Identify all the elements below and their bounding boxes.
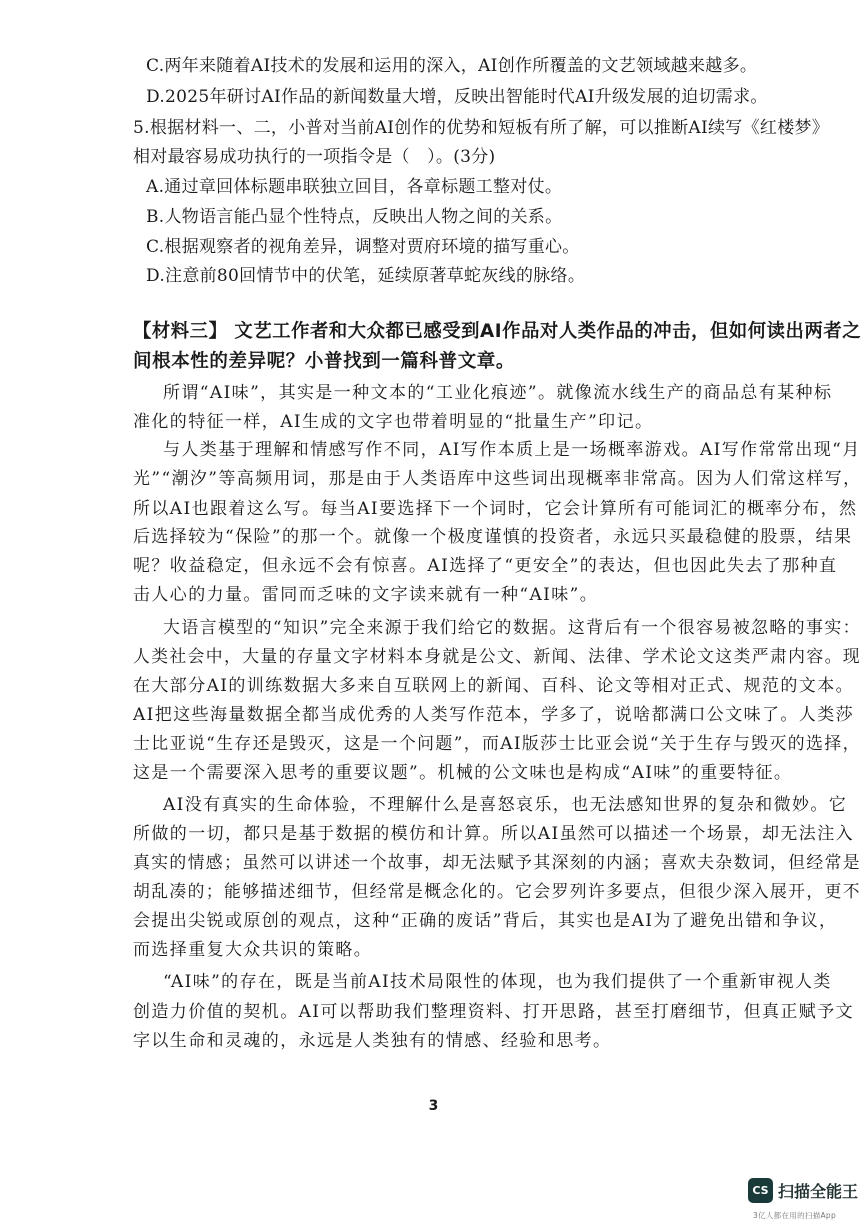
- scanner-watermark: [748, 1176, 866, 1228]
- material-3-heading-line1: 【材料三】 文艺工作者和大众都已感受到AI作品对人类作品的冲击，但如何读出两者之: [133, 321, 862, 342]
- page-number: 3: [428, 1098, 439, 1114]
- scanner-app-slogan: 3亿人都在用的扫描App: [753, 1211, 837, 1220]
- paragraph-line: 人类社会中，大量的存量文字材料本身就是公文、新闻、法律、学术论文这类严肃内容。现: [133, 647, 861, 667]
- scanner-app-name: 扫描全能王: [778, 1182, 859, 1201]
- material-3-heading-line2: 间根本性的差异呢？小普找到一篇科普文章。: [133, 351, 516, 372]
- paragraph-line: 这是一个需要深入思考的重要议题”。机械的公文味也是构成“AI味”的重要特征。: [133, 763, 793, 783]
- paragraph-line: 字以生命和灵魂的，永远是人类独有的情感、经验和思考。: [133, 1031, 612, 1051]
- paragraph-line: 所谓“AI味”，其实是一种文本的“工业化痕迹”。就像流水线生产的商品总有某种标: [163, 383, 833, 403]
- paragraph-line: 胡乱凑的；能够描述细节，但经常是概念化的。它会罗列许多要点，但很少深入展开，更不: [133, 882, 861, 902]
- question-5-stem-line2: 相对最容易成功执行的一项指令是（ ）。(3分): [133, 147, 496, 167]
- paragraph-line: 准化的特征一样，AI生成的文字也带着明显的“批量生产”印记。: [133, 412, 654, 432]
- paragraph-line: 会提出尖锐或原创的观点，这种“正确的废话”背后，其实也是AI为了避免出错和争议，: [133, 911, 838, 931]
- paragraph-line: 所以AI也跟着这么写。每当AI要选择下一个词时，它会计算所有可能词汇的概率分布，然: [133, 499, 858, 519]
- question-5-option-d: D.注意前80回情节中的伏笔，延续原著草蛇灰线的脉络。: [146, 266, 586, 286]
- paragraph-line: 所做的一切，都只是基于数据的模仿和计算。所以AI虽然可以描述一个场景，却无法注入: [133, 824, 854, 844]
- paragraph-line: 在大部分AI的训练数据大多来自互联网上的新闻、百科、论文等相对正式、规范的文本。: [133, 676, 854, 696]
- paragraph-line: AI把这些海量数据全都当成优秀的人类写作范本，学多了，说啥都满口公文味了。人类莎: [133, 705, 854, 725]
- paragraph-line: 士比亚说“生存还是毁灭，这是一个问题”，而AI版莎士比亚会说“关于生存与毁灭的选择，: [133, 734, 861, 754]
- paragraph-line: 与人类基于理解和情感写作不同，AI写作本质上是一场概率游戏。AI写作常常出现“月: [163, 440, 861, 460]
- paragraph-line: 大语言模型的“知识”完全来源于我们给它的数据。这背后有一个很容易被忽略的事实：: [163, 618, 861, 638]
- question-5-option-c: C.根据观察者的视角差异，调整对贾府环境的描写重心。: [146, 237, 580, 257]
- paragraph-line: 创造力价值的契机。AI可以帮助我们整理资料、打开思路，甚至打磨细节，但真正赋予文: [133, 1002, 854, 1022]
- paragraph-line: AI没有真实的生命体验，不理解什么是喜怒哀乐，也无法感知世界的复杂和微妙。它: [163, 795, 848, 815]
- paragraph-line: 击人心的力量。雷同而乏味的文字读来就有一种“AI味”。: [133, 585, 599, 605]
- scanner-logo-icon: CS: [748, 1178, 773, 1203]
- paragraph-line: 而选择重复大众共识的策略。: [133, 940, 373, 960]
- option-c-prev: C.两年来随着AI技术的发展和运用的深入，AI创作所覆盖的文艺领域越来越多。: [146, 56, 758, 76]
- paragraph-line: 呢？收益稳定，但永远不会有惊喜。AI选择了“更安全”的表达，但也因此失去了那种直: [133, 556, 838, 576]
- paragraph-line: 真实的情感；虽然可以讲述一个故事，却无法赋予其深刻的内涵；喜欢夫杂数词，但经常是: [133, 853, 861, 873]
- paragraph-line: 后选择较为“保险”的那一个。就像一个极度谨慎的投资者，永远只买最稳健的股票，结果: [133, 527, 853, 547]
- option-d-prev: D.2025年研讨AI作品的新闻数量大增，反映出智能时代AI升级发展的迫切需求。: [146, 87, 768, 107]
- paragraph-line: “AI味”的存在，既是当前AI技术局限性的体现，也为我们提供了一个重新审视人类: [163, 972, 832, 992]
- question-5-stem-line1: 5.根据材料一、二，小普对当前AI创作的优势和短板有所了解，可以推断AI续写《红楼梦》: [133, 118, 830, 138]
- paragraph-line: 光”“潮汐”等高频用词，那是由于人类语库中这些词出现概率非常高。因为人们常这样写，: [133, 469, 862, 489]
- question-5-option-a: A.通过章回体标题串联独立回目，各章标题工整对仗。: [146, 177, 563, 197]
- question-5-option-b: B.人物语言能凸显个性特点，反映出人物之间的关系。: [146, 207, 563, 227]
